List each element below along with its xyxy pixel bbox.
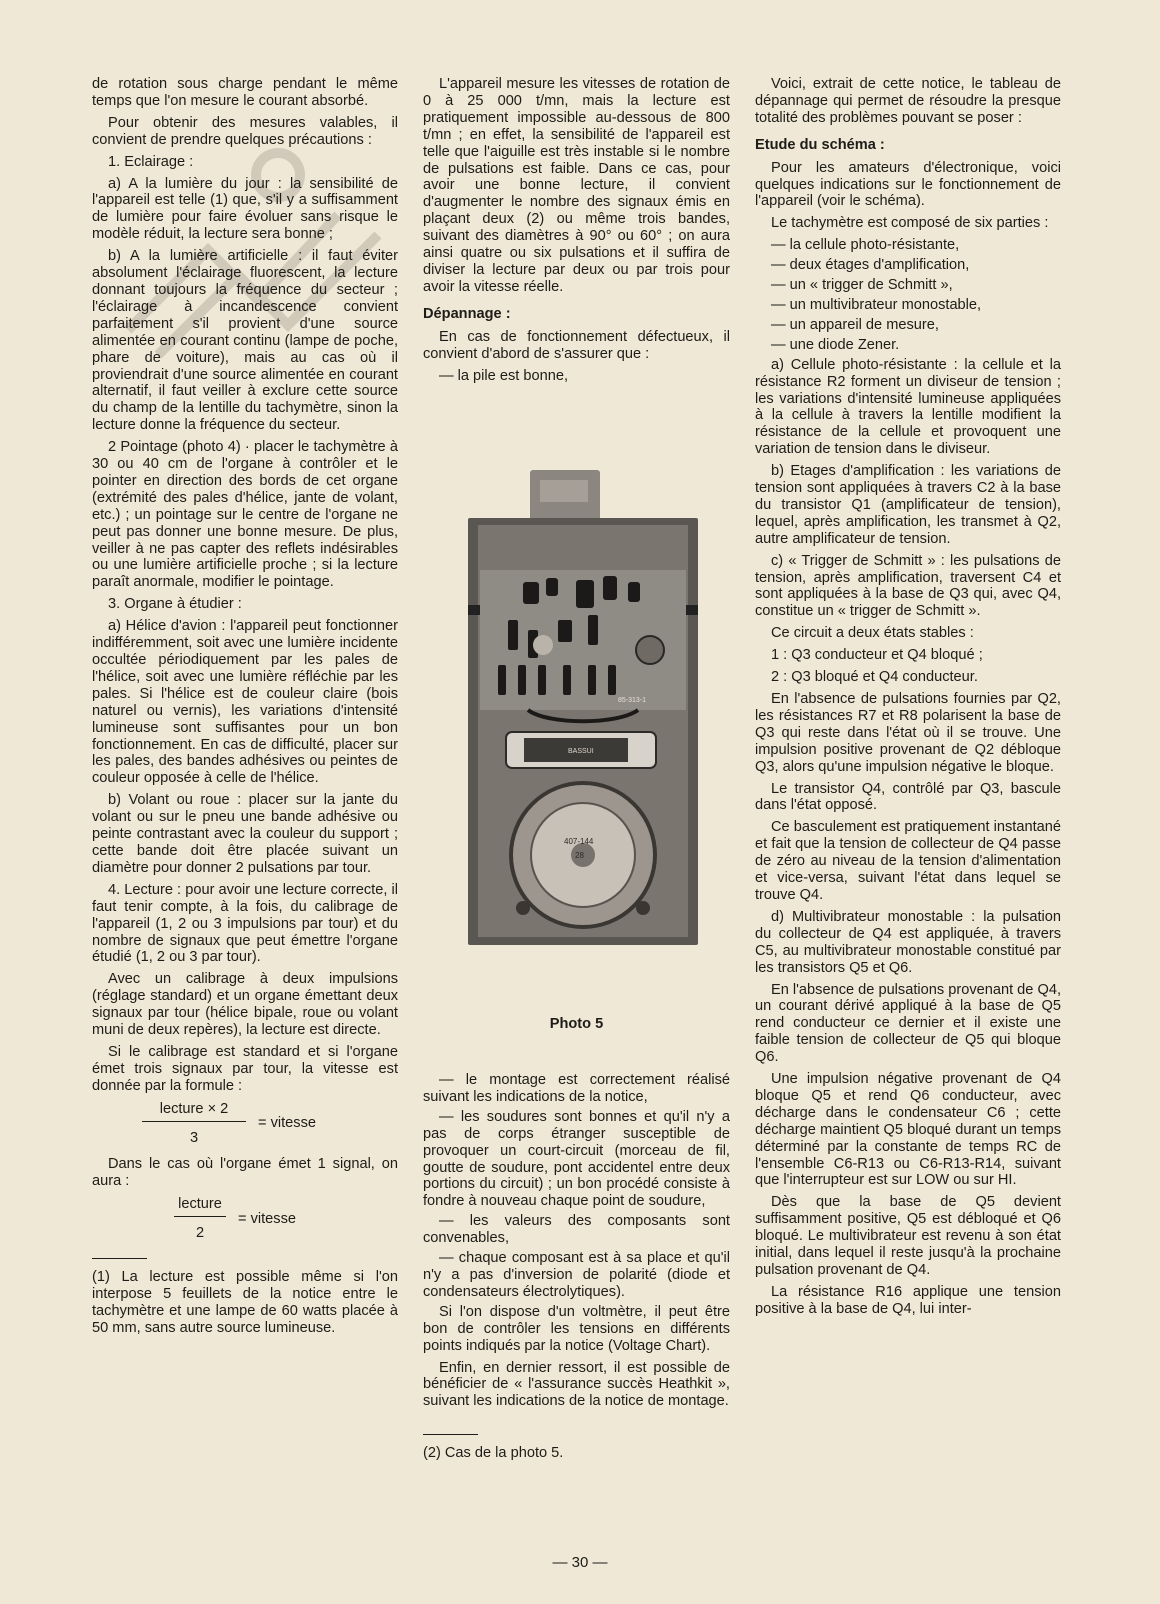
paragraph: Une impulsion négative provenant de Q4 bloque Q5 et rend Q6 conducteur, avec décharge dans le condensateur C6 ; cette décharge maintient Q5 bloqué durant un temps déterminé par la constante de temps RC de l'ensemble C6-R13 ou C6-R13-R14, suivant que l'interrupteur est sur LOW ou sur HI. <box>755 1071 1061 1189</box>
column-3 <box>755 76 1061 1323</box>
paragraph: L'appareil mesure les vitesses de rotation de 0 à 25 000 t/mn, mais la lecture est pratiquement impossible au-dessous de 800 t/mn ; en effet, la sensibilité de l'appareil est telle que l'aiguille est très instable si le nombre de pulsations est faible. Dans ce cas, pour avoir une bonne lecture, il convient d'augmenter le nombre des signaux émis en plaçant deux (2) ou même trois bandes, suivant des diamètres à 90° ou 60° ; on aura ainsi quatre ou six pulsations et il suffira de diviser la lecture par deux ou par trois pour avoir la vitesse réelle. <box>423 76 730 295</box>
paragraph: Avec un calibrage à deux impulsions (réglage standard) et un organe émettant deux signaux par tour (hélice bipale, roue ou volant muni de deux repères), la lecture est directe. <box>92 971 398 1039</box>
list-item: — un multivibrateur monostable, <box>771 296 982 313</box>
fraction-denominator: 3 <box>189 1129 199 1146</box>
section-heading-depannage: Dépannage : <box>423 305 511 322</box>
paragraph: Si l'on dispose d'un voltmètre, il peut être bon de contrôler les tensions en différents points indiqués par la notice (Voltage Chart). <box>423 1303 730 1354</box>
paragraph: En cas de fonctionnement défectueux, il convient d'abord de s'assurer que : <box>423 328 730 362</box>
paragraph: de rotation sous charge pendant le même temps que l'on mesure le courant absorbé. <box>92 76 398 109</box>
checklist-item: — la pile est bonne, <box>439 367 568 384</box>
paragraph: 4. Lecture : pour avoir une lecture correcte, il faut tenir compte, à la fois, du calibrage de l'appareil (1, 2 ou 3 impulsions par tour) et du nombre de signaux que peut émettre l'organe étudié (1, 2 ou 3 par tour). <box>92 881 398 966</box>
paragraph: Dans le cas où l'organe émet 1 signal, on aura : <box>92 1156 398 1190</box>
paragraph: b) Etages d'amplification : les variations de tension sont appliquées à travers C2 à la base du transistor Q1 (amplificateur de tension), lequel, après amplification, les transmet à Q2, autre amplificateur de tension. <box>755 463 1061 547</box>
formula-one-signal <box>92 1196 398 1242</box>
paragraph: La résistance R16 applique une tension positive à la base de Q4, lui inter- <box>755 1283 1061 1317</box>
photo-5-tachometer-interior <box>468 470 698 945</box>
footnote: (2) Cas de la photo 5. <box>423 1445 564 1462</box>
paragraph: a) Cellule photo-résistante : la cellule et la résistance R2 forment un diviseur de tension ; les variations d'intensité lumineuse appliquées à la cellule à travers la lentille modifient la résistance de la cellule et provoquent une variation de tension dans le diviseur. <box>755 356 1061 458</box>
paragraph: Pour obtenir des mesures valables, il convient de prendre quelques précautions : <box>92 114 398 148</box>
checklist-item: — chaque composant est à sa place et qu'il n'y a pas d'inversion de polarité (diode et condensateurs électrolytiques). <box>423 1250 730 1300</box>
list-item: — deux étages d'amplification, <box>771 257 970 274</box>
paragraph: d) Multivibrateur monostable : la pulsation du collecteur de Q4 est appliquée, à travers C5, au multivibrateur monostable constitué par les transistors Q5 et Q6. <box>755 908 1061 976</box>
page-number: — 30 — <box>552 1554 608 1571</box>
section-heading-schema: Etude du schéma : <box>755 136 885 153</box>
fraction-numerator: lecture <box>178 1196 222 1213</box>
paragraph: Le tachymètre est composé de six parties : <box>771 215 1049 232</box>
photo-caption: Photo 5 <box>549 1016 604 1032</box>
paragraph: En l'absence de pulsations provenant de Q4, un courant dérivé appliqué à la base de Q5 rend conducteur ce dernier et il existe une faible tension de collecteur de Q5 qui bloque Q6. <box>755 981 1061 1066</box>
checklist-item: — le montage est correctement réalisé suivant les indications de la notice, <box>423 1072 730 1105</box>
fraction-denominator: 2 <box>195 1225 205 1242</box>
column-2-bottom <box>423 1072 730 1467</box>
list-item: — un « trigger de Schmitt », <box>771 277 953 294</box>
fraction <box>174 1196 226 1242</box>
list-item: — la cellule photo-résistante, <box>771 237 960 254</box>
paragraph: Le transistor Q4, contrôlé par Q3, bascule dans l'état opposé. <box>755 780 1061 814</box>
paragraph: b) A la lumière artificielle : il faut éviter absolument l'éclairage fluorescent, la lecture donnant toujours la fréquence du secteur ; l'éclairage à incandescence convient parfaitement s'il provient d'une source alimentée en courant continu (lampe de poche, phare de voiture), mais au cas où il proviendrait d'une source alimentée en courant alternatif, il faut veiller à exclure cette source du champ de la lentille du tachymètre, sinon la lecture donne la fréquence du secteur. <box>92 248 398 434</box>
paragraph: a) Hélice d'avion : l'appareil peut fonctionner indifféremment, soit avec une lumière incidente occultée périodiquement par les pales de l'hélice, soit avec une lumière réfléchie par les pales. Si l'hélice est de couleur claire (bois naturel ou vernis), les variations d'intensité lumineuse sont suffisantes pour un bon fonctionnement. En cas de difficulté, placer sur les pales, des bandes adhésives ou peintes de couleur opposée à celle de l'hélice. <box>92 618 398 787</box>
paragraph: Pour les amateurs d'électronique, voici quelques indications sur le fonctionnement de l'appareil (voir le schéma). <box>755 159 1061 210</box>
paragraph: a) A la lumière du jour : la sensibilité de l'appareil est telle (1) que, s'il y a suffisamment de lumière pour faire évoluer sans risque le modèle réduit, la lecture sera bonne ; <box>92 175 398 243</box>
footnote: (1) La lecture est possible même si l'on interpose 5 feuillets de la notice entre le tachymètre et une lampe de 60 watts placée à 50 mm, sans autre source lumineuse. <box>92 1269 398 1336</box>
formula-three-signals <box>92 1101 398 1147</box>
column-1 <box>92 76 398 1342</box>
formula-result: = vitesse <box>238 1210 296 1227</box>
checklist-item: — les soudures sont bonnes et qu'il n'y a pas de corps étranger susceptible de provoquer un court-circuit (morceau de fil, goutte de soudure, pont accidentel entre deux portions du circuit) ; un bon procédé consiste à fondre à nouveau chaque point de soudure, <box>423 1108 730 1210</box>
paragraph: Si le calibrage est standard et si l'organe émet trois signaux par tour, la vitesse est donnée par la formule : <box>92 1043 398 1094</box>
paragraph: 1 : Q3 conducteur et Q4 bloqué ; <box>771 647 983 664</box>
formula-result: = vitesse <box>258 1115 316 1132</box>
paragraph: 2 Pointage (photo 4) · placer le tachymètre à 30 ou 40 cm de l'organe à contrôler et le pointer en direction des bords de cet organe (extrémité des pales d'hélice, jante de volant, etc.) ; un pointage sur le centre de l'organe ne peut pas donner une bonne mesure. De plus, veiller à ne pas capter des reflets indésirables ou une lumière artificielle proche ; si la lecture paraît anormale, modifier le pointage. <box>92 439 398 591</box>
paragraph: Ce circuit a deux états stables : <box>771 625 974 642</box>
fraction-numerator: lecture × 2 <box>159 1100 229 1117</box>
paragraph: b) Volant ou roue : placer sur la jante du volant ou sur le pneu une bande adhésive ou peinte contrastant avec la couleur du support ; cette bande doit être placée suivant un diamètre pour donner 2 pulsations par tour. <box>92 792 398 876</box>
paragraph: En l'absence de pulsations fournies par Q2, les résistances R7 et R8 polarisent la base de Q3 qui reste dans l'état où il se trouve. Une impulsion positive provenant de Q2 débloque Q3, alors qu'une impulsion négative le bloque. <box>755 691 1061 775</box>
list-item: — un appareil de mesure, <box>771 316 939 333</box>
fraction <box>142 1101 246 1147</box>
meter-label-2: 28 <box>575 851 584 860</box>
meter-label: 407-144 <box>564 837 594 846</box>
footnote-rule <box>92 1258 147 1259</box>
paragraph: Enfin, en dernier ressort, il est possible de bénéficier de « l'assurance succès Heathkit », suivant les indications de la notice de montage. <box>423 1359 730 1410</box>
paragraph: 2 : Q3 bloqué et Q4 conducteur. <box>771 669 978 686</box>
paragraph: Voici, extrait de cette notice, le tableau de dépannage qui permet de résoudre la presque totalité des problèmes pouvant se poser : <box>755 76 1061 126</box>
section-label: 1. Eclairage : <box>108 153 194 170</box>
checklist-item: — les valeurs des composants sont convenables, <box>423 1213 730 1247</box>
paragraph: Ce basculement est pratiquement instantané et fait que la tension de collecteur de Q4 passe de zéro au niveau de la tension d'alimentation et vice-versa, suivant l'état dans lequel se trouve Q4. <box>755 819 1061 903</box>
column-2-top <box>423 76 730 387</box>
paragraph: Dès que la base de Q5 devient suffisamment positive, Q5 est débloqué et Q6 bloqué. Le multivibrateur est revenu à son état initial, dans lequel il reste jusqu'à la prochaine pulsation provenant de Q4. <box>755 1194 1061 1278</box>
footnote-rule <box>423 1434 478 1435</box>
paragraph: c) « Trigger de Schmitt » : les pulsations de tension, après amplification, traversent C4 et sont appliquées à la base de Q3 qui, avec Q4, constitue un « trigger de Schmitt ». <box>755 552 1061 620</box>
board-label: 85-313-1 <box>618 697 647 704</box>
section-label: 3. Organe à étudier : <box>108 596 242 613</box>
battery-label: BASSUI <box>568 748 594 755</box>
list-item: — une diode Zener. <box>771 336 900 353</box>
